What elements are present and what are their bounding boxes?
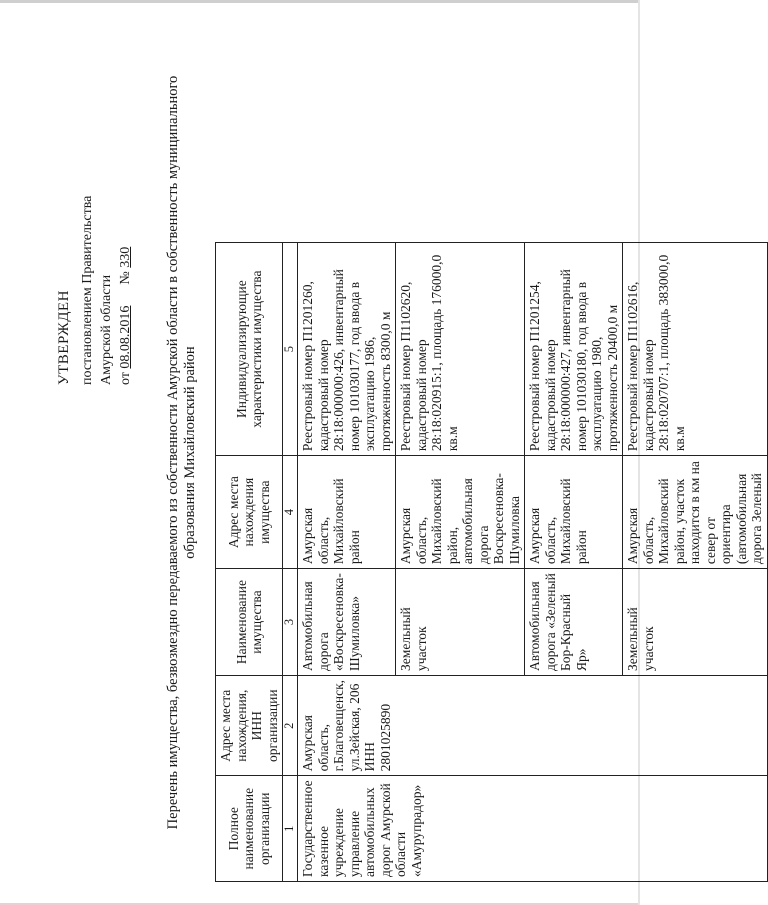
heading-line-2: образования Михайловский район: [182, 346, 198, 559]
organization-address-cell: Амурская область, г.Благовещенск, ул.Зейская, 206 ИНН 2801025890: [298, 675, 768, 775]
property-address-cell: Амурская область, Михайловский район: [298, 456, 396, 569]
approval-line-1: постановлением Правительства: [80, 195, 95, 385]
header-org-address: Адрес места нахождения, ИНН организации: [216, 675, 283, 775]
column-number: 3: [283, 569, 298, 676]
approval-title: УТВЕРЖДЕН: [56, 290, 72, 385]
column-number: 1: [283, 776, 298, 882]
approval-block: [55, 55, 135, 385]
heading-line-1: Перечень имущества, безвозмездно передаваемого из собственности Амурской области в собственность муниципального: [165, 75, 181, 830]
document-heading: [165, 15, 199, 890]
property-characteristics-cell: Реестровый номер П1102620, кадастровый номер 28:18:020915:1, площадь 176000,0 кв.м: [396, 243, 525, 456]
property-address-cell: Амурская область, Михайловский район: [525, 456, 623, 569]
scan-edge-top: [0, 0, 640, 3]
header-property-address: Адрес места нахождения имущества: [216, 456, 283, 569]
column-number: 2: [283, 675, 298, 775]
property-name-cell: Земельный участок: [396, 569, 525, 676]
organization-name-cell: Государственное казенное учреждение управление автомобильных дорог Амурской области «Амурупрадор»: [298, 776, 768, 882]
table-row: [298, 243, 396, 882]
property-characteristics-cell: Реестровый номер П1201254, кадастровый номер 28:18:000000:427, инвентарный номер 101030180, год ввода в эксплуатацию 1980, протяженность 20400,0 м: [525, 243, 623, 456]
approval-number-label: №: [118, 271, 133, 285]
document-page: [15, 15, 764, 890]
header-org-name: Полное наименование организации: [216, 776, 283, 882]
approval-from-label: от: [118, 372, 133, 385]
property-table: [215, 242, 768, 882]
property-name-cell: Автомобильная дорога «Зеленый Бор-Красный Яр»: [525, 569, 623, 676]
approval-date-line: [116, 55, 135, 385]
header-property-name: Наименование имущества: [216, 569, 283, 676]
header-characteristics: Индивидуализирующие характеристики имущества: [216, 243, 283, 456]
property-characteristics-cell: Реестровый номер П1201260, кадастровый номер 28:18:000000:426, инвентарный номер 101030177, год ввода в эксплуатацию 1986, протяженность 8300,0 м: [298, 243, 396, 456]
column-number: 4: [283, 456, 298, 569]
property-name-cell: Земельный участок: [623, 569, 768, 676]
property-address-cell: Амурская область, Михайловский район, участок находится в км на север от ориентира (автомобильная дорога Зеленый: [623, 456, 768, 569]
approval-number: 330: [118, 246, 133, 268]
approval-line-2: Амурской области: [99, 274, 114, 385]
property-name-cell: Автомобильная дорога «Воскресеновка-Шумиловка»: [298, 569, 396, 676]
property-characteristics-cell: Реестровый номер П1102616, кадастровый номер 28:18:020707:1, площадь 383000,0 кв.м: [623, 243, 768, 456]
table-column-numbers: [283, 243, 298, 882]
table-header-row: [216, 243, 283, 882]
property-address-cell: Амурская область, Михайловский район, автомобильная дорога Воскресеновка-Шумиловка: [396, 456, 525, 569]
column-number: 5: [283, 243, 298, 456]
approval-date: 08.08.2016: [118, 305, 133, 369]
